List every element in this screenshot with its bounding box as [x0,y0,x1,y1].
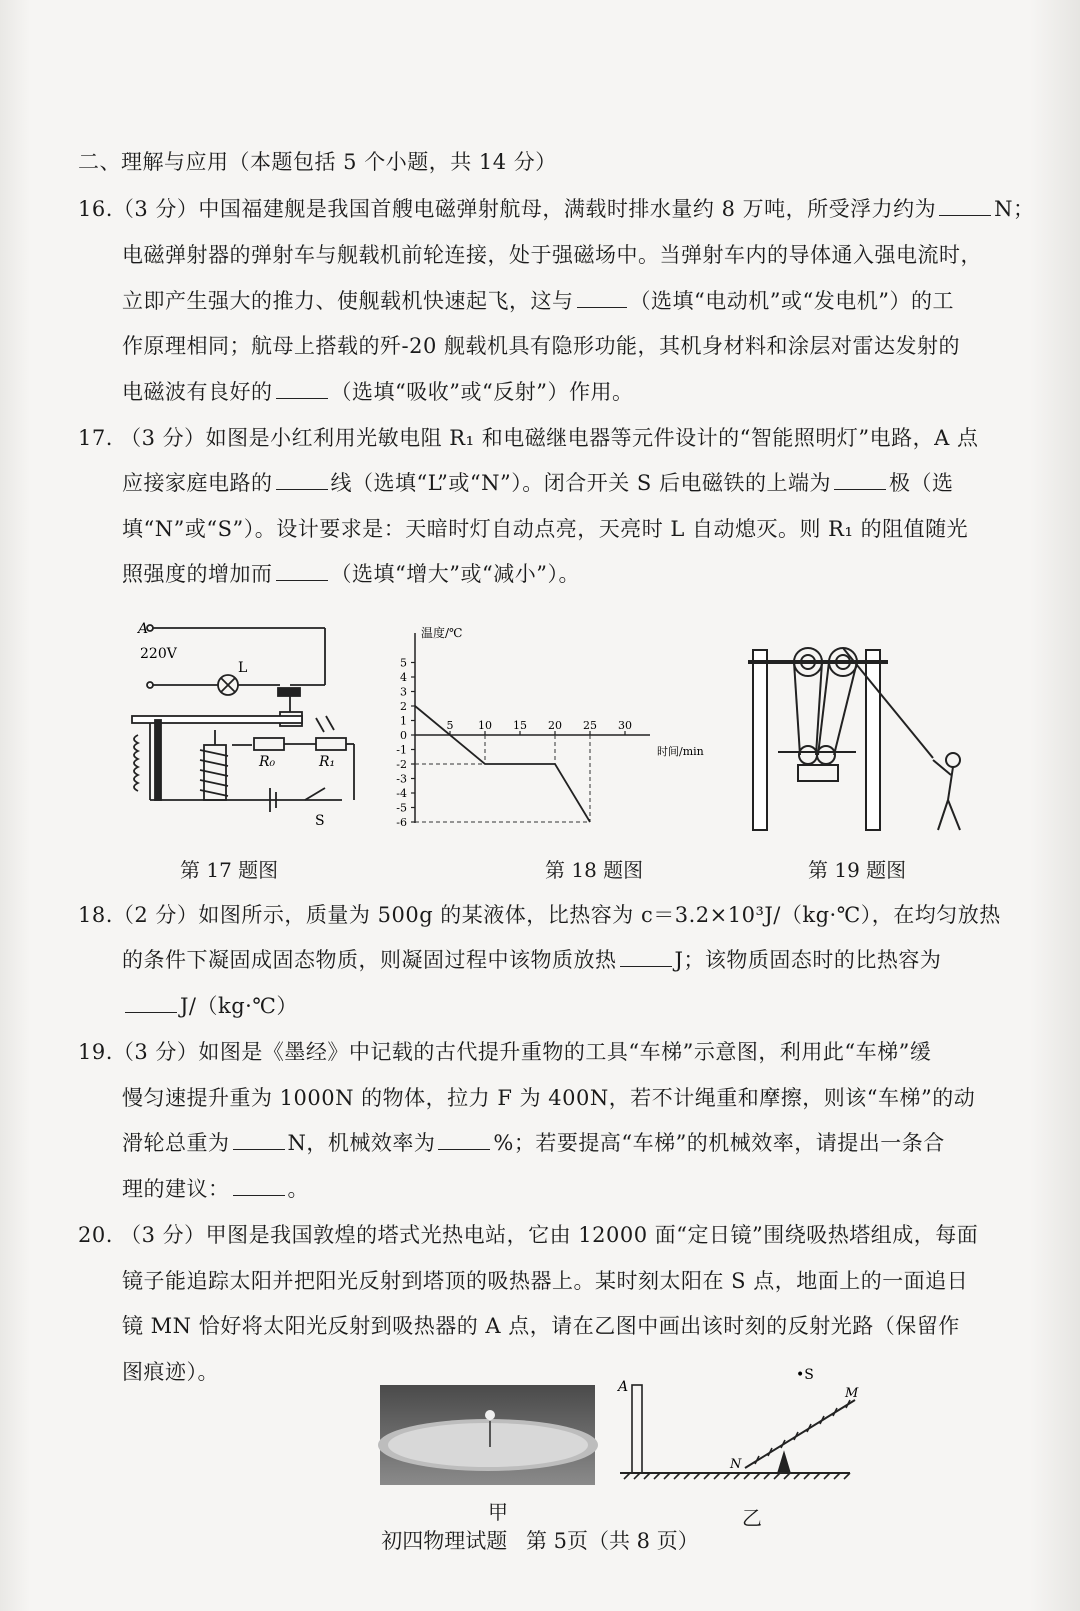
q18-line3 [122,991,298,1021]
q18-text: J；该物质固态时的比热容为 [674,948,942,972]
q19-text: N，机械效率为 [287,1131,436,1155]
x-tick-label: 5 [446,719,454,732]
y-axis-label: 温度/℃ [421,626,463,640]
y-tick-label: -2 [396,758,407,771]
answer-blank[interactable] [939,195,991,216]
q19-line1: 19.（3 分）如图是《墨经》中记载的古代提升重物的工具“车梯”示意图，利用此“车梯”缓 [78,1040,932,1064]
q18-text: J/（kg·℃） [180,994,298,1018]
q18-line2 [122,945,941,975]
q16-line3 [122,286,954,316]
q19-line4 [122,1174,309,1204]
q19-text: 。 [287,1177,309,1201]
label-220v: 220V [140,646,177,662]
answer-blank[interactable] [125,992,177,1013]
answer-blank[interactable] [233,1175,285,1196]
q20-line4: 图痕迹）。 [122,1360,219,1384]
q17-line4 [122,559,580,589]
figure-17-circuit [120,620,370,835]
q17-line3: 填“N”或“S”）。设计要求是：天暗时灯自动点亮，天亮时 L 自动熄灭。则 R₁ 的阻值随光 [122,517,969,541]
q16-text: 电磁波有良好的 [122,380,273,404]
q16-text: 16.（3 分）中国福建舰是我国首艘电磁弹射航母，满载时排水量约 8 万吨，所受浮力约为 [78,197,937,221]
y-tick-label: -4 [396,787,407,800]
answer-blank[interactable] [276,469,328,490]
y-tick-label: -5 [396,801,407,815]
q16-text: 立即产生强大的推力、使舰载机快速起飞，这与 [122,289,574,313]
section-title: 二、理解与应用（本题包括 5 个小题，共 14 分） [78,150,557,174]
caption-fig17: 第 17 题图 [180,858,279,882]
x-axis-label: 时间/min [657,745,704,758]
y-tick-label: -6 [396,816,407,829]
q16-text: （选填“吸收”或“反射”）作用。 [330,380,634,404]
q17-line1: 17. （3 分）如图是小红利用光敏电阻 R₁ 和电磁继电器等元件设计的“智能照明灯”电路，A 点 [78,426,979,450]
answer-blank[interactable] [577,287,627,308]
q17-line2 [122,468,953,498]
label-l: L [238,660,248,676]
q16-text: （选填“电动机”或“发电机”）的工 [629,289,954,313]
figure-19-pulley [748,640,978,835]
y-tick-label: 4 [400,671,407,684]
answer-blank[interactable] [276,378,328,399]
page-footer [0,1525,1080,1555]
y-tick-label: 5 [400,656,407,670]
label-a: A [138,621,149,637]
y-tick-label: 2 [400,700,407,713]
temperature-series-line [415,706,590,822]
caption-yi: 乙 [742,1506,762,1530]
figure-20-jia-photo [380,1385,595,1485]
q19-text: 理的建议： [122,1177,230,1201]
q16-line2: 电磁弹射器的弹射车与舰载机前轮连接，处于强磁场中。当弹射车内的导体通入强电流时， [122,243,982,267]
x-tick-label: 10 [478,719,492,732]
q19-text: %；若要提高“车梯”的机械效率，请提出一条合 [493,1131,945,1155]
q20-line3: 镜 MN 恰好将太阳光反射到吸热器的 A 点，请在乙图中画出该时刻的反射光路（保留作 [122,1314,960,1338]
q17-text: 极（选 [888,471,954,495]
q19-text: 滑轮总重为 [122,1131,230,1155]
footer-title: 初四物理试题 [381,1529,508,1553]
label-s: •S [796,1367,814,1383]
y-tick-label: 1 [400,714,407,728]
y-tick-label: -3 [396,772,407,786]
label-s: S [315,813,325,829]
y-tick-label: 3 [400,685,407,699]
label-r0: R₀ [259,754,276,770]
q20-line1: 20. （3 分）甲图是我国敦煌的塔式光热电站，它由 12000 面“定日镜”围绕吸热塔组成，每面 [78,1223,979,1247]
label-m: M [845,1386,859,1401]
q20-line2: 镜子能追踪太阳并把阳光反射到塔顶的吸热器上。某时刻太阳在 S 点，地面上的一面追日 [122,1269,969,1293]
q19-line3 [122,1128,945,1158]
q18-text: 的条件下凝固成固态物质，则凝固过程中该物质放热 [122,948,617,972]
caption-fig18: 第 18 题图 [545,858,644,882]
label-a: A [618,1379,629,1395]
q16-line1 [78,194,1035,224]
q16-line4: 作原理相同；航母上搭载的歼-20 舰载机具有隐形功能，其机身材料和涂层对雷达发射的 [122,334,960,358]
q19-line2: 慢匀速提升重为 1000N 的物体，拉力 F 为 400N，若不计绳重和摩擦，则该“车梯”的动 [122,1086,976,1110]
x-tick-label: 25 [583,719,597,732]
q17-text: 应接家庭电路的 [122,471,273,495]
y-tick-label: 0 [400,729,407,742]
q18-line1: 18.（2 分）如图所示，质量为 500g 的某液体，比热容为 c＝3.2×10³J/（kg·℃），在均匀放热 [78,903,1001,927]
x-tick-label: 30 [618,719,632,732]
caption-fig19: 第 19 题图 [808,858,907,882]
answer-blank[interactable] [620,946,672,967]
y-tick-label: -1 [396,743,407,757]
answer-blank[interactable] [233,1129,285,1150]
figure-18-chart [385,625,730,840]
x-tick-label: 20 [548,719,562,732]
q16-text: N； [994,197,1035,221]
figure-20-yi-diagram [620,1365,860,1495]
q17-text: （选填“增大”或“减小”）。 [330,562,580,586]
q17-text: 线（选填“L”或“N”）。闭合开关 S 后电磁铁的上端为 [330,471,831,495]
caption-jia: 甲 [488,1500,508,1524]
q17-text: 照强度的增加而 [122,562,273,586]
answer-blank[interactable] [276,560,328,581]
answer-blank[interactable] [438,1129,490,1150]
label-n: N [730,1457,742,1472]
q16-line5 [122,377,633,407]
x-tick-label: 15 [513,719,527,732]
answer-blank[interactable] [834,469,886,490]
footer-page-number: 第 5页（共 8 页） [525,1529,699,1553]
label-r1: R₁ [319,754,336,770]
